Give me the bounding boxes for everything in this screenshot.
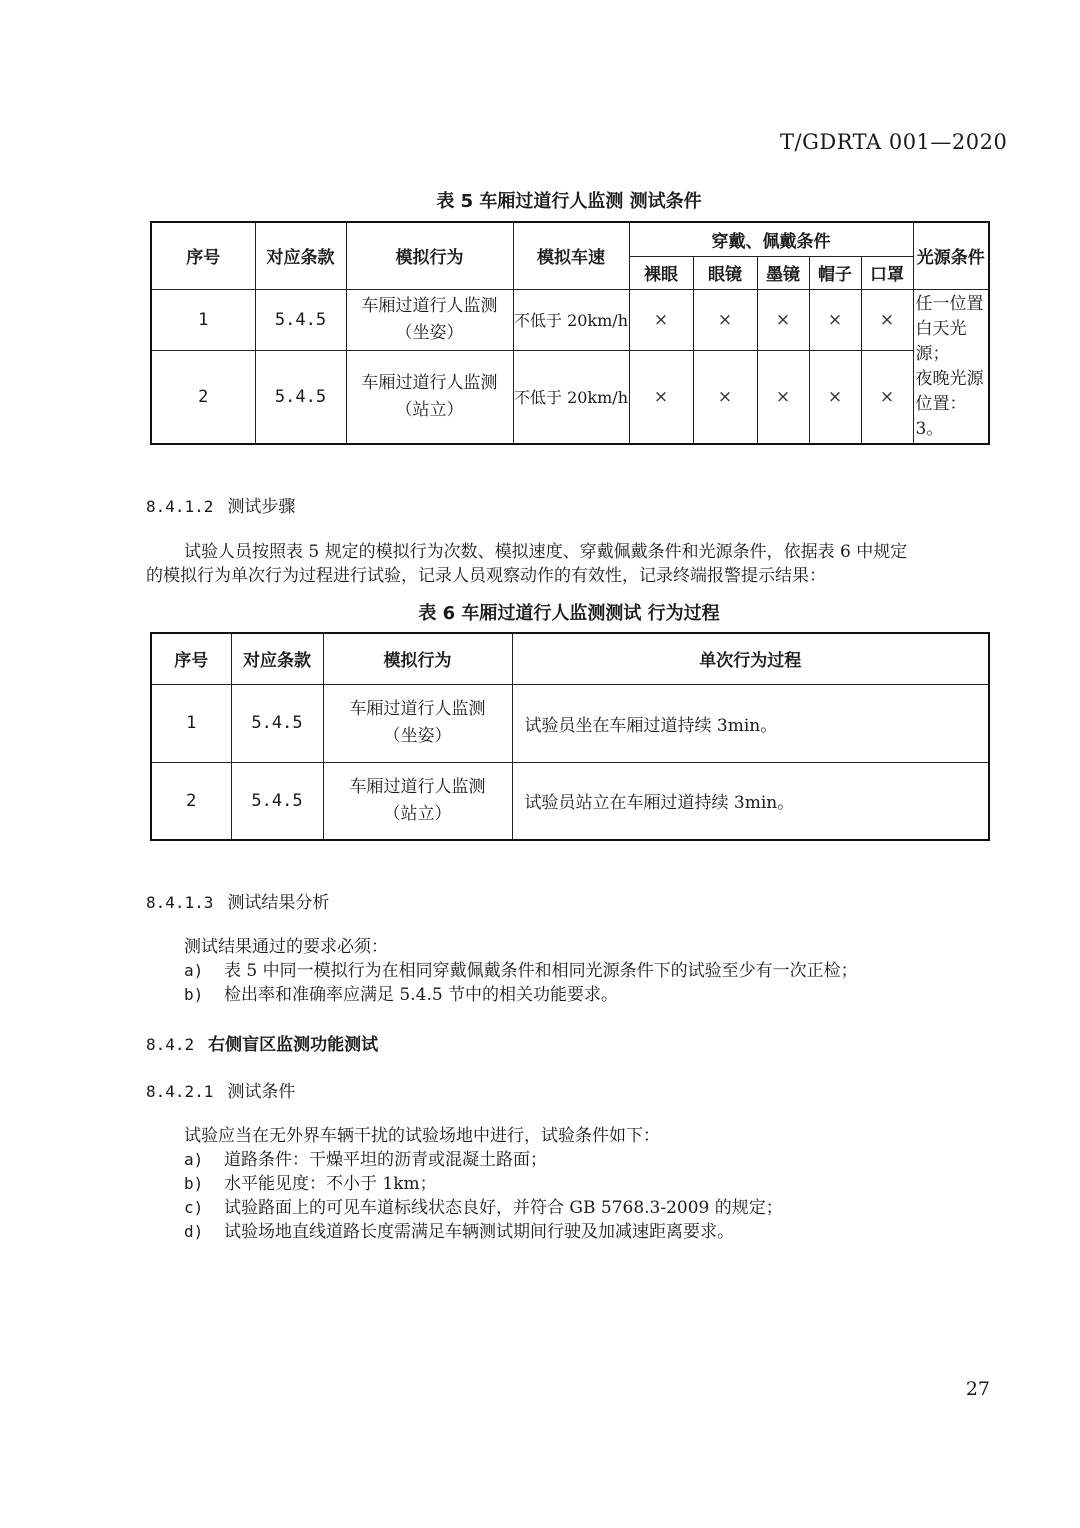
table5-cell-behavior: [346, 350, 513, 444]
list-item: [184, 1148, 547, 1172]
table5-header-seq: 序号: [151, 222, 255, 289]
table6-caption: 表 6 车厢过道行人监测测试 行为过程: [418, 603, 720, 624]
list-text: 试验场地直线道路长度需满足车辆测试期间行驶及加减速距离要求。: [224, 1222, 734, 1242]
table-row: [151, 350, 989, 444]
section-8412-heading: [146, 492, 295, 517]
table5-header-behavior: 模拟行为: [346, 222, 513, 289]
behavior-qualifier: （站立）: [395, 399, 464, 420]
table5-header-wear-group: 穿戴、佩戴条件: [629, 222, 913, 256]
section-title: 测试结果分析: [227, 893, 330, 913]
table6-cell-process: 试验员坐在车厢过道持续 3min。: [512, 684, 989, 762]
cross-mark: ×: [861, 350, 913, 444]
table5-cell-speed: 不低于 20km/h: [513, 350, 629, 444]
table5-header-wear-hat: 帽子: [809, 256, 861, 289]
cross-mark: ×: [809, 289, 861, 350]
cross-mark: ×: [693, 289, 757, 350]
table6-cell-clause: 5.4.5: [231, 684, 323, 762]
behavior-line: 车厢过道行人监测: [361, 372, 498, 393]
table6-header-process: 单次行为过程: [512, 633, 989, 684]
light-line: 3。: [915, 418, 944, 439]
list-marker: a): [184, 1150, 204, 1169]
section-8421-intro: 试验应当在无外界车辆干扰的试验场地中进行，试验条件如下：: [184, 1126, 660, 1146]
table5-cell-clause: 5.4.5: [255, 350, 346, 444]
behavior-qualifier: （站立）: [383, 803, 452, 824]
list-text: 试验路面上的可见车道标线状态良好，并符合 GB 5768.3-2009 的规定；: [224, 1198, 783, 1218]
table5-cell-seq: 2: [151, 350, 255, 444]
table-row: [151, 684, 989, 762]
table5-header-wear-mask: 口罩: [861, 256, 913, 289]
section-842-heading: [146, 1030, 378, 1055]
cross-mark: ×: [809, 350, 861, 444]
table5-cell-speed: 不低于 20km/h: [513, 289, 629, 350]
table6-cell-seq: 2: [151, 762, 231, 840]
list-marker: a): [184, 961, 204, 980]
table5-cell-light-condition: [913, 289, 989, 444]
light-line: 源；: [915, 343, 950, 364]
section-number: 8.4.2: [146, 1035, 195, 1054]
table6-cell-behavior: [323, 684, 512, 762]
cross-mark: ×: [757, 350, 809, 444]
table5-header-clause: 对应条款: [255, 222, 346, 289]
list-marker: d): [184, 1222, 204, 1241]
cross-mark: ×: [693, 350, 757, 444]
list-item: [184, 1196, 783, 1220]
light-line: 白天光: [915, 318, 967, 339]
list-item: [184, 959, 858, 983]
list-item: [184, 1220, 734, 1244]
behavior-qualifier: （坐姿）: [383, 726, 452, 746]
behavior-qualifier: （坐姿）: [395, 322, 464, 343]
list-text: 道路条件：干燥平坦的沥青或混凝土路面；: [224, 1150, 547, 1170]
cross-mark: ×: [629, 289, 693, 350]
behavior-line: 车厢过道行人监测: [349, 776, 486, 797]
table6-header-clause: 对应条款: [231, 633, 323, 684]
section-8412-para-line1: 试验人员按照表 5 规定的模拟行为次数、模拟速度、穿戴佩戴条件和光源条件，依据表 6 中规定: [184, 542, 908, 562]
table5-header-light: 光源条件: [913, 222, 989, 289]
table6-header-seq: 序号: [151, 633, 231, 684]
list-text: 检出率和准确率应满足 5.4.5 节中的相关功能要求。: [224, 985, 619, 1005]
section-title: 测试步骤: [227, 497, 296, 517]
section-number: 8.4.2.1: [146, 1082, 214, 1101]
section-8421-heading: [146, 1077, 295, 1102]
standard-code: T/GDRTA 001—2020: [780, 130, 1008, 154]
light-line: 夜晚光源: [915, 368, 984, 389]
table6-cell-process: 试验员站立在车厢过道持续 3min。: [512, 762, 989, 840]
table6-cell-clause: 5.4.5: [231, 762, 323, 840]
page-number: 27: [965, 1378, 990, 1400]
list-text: 水平能见度：不小于 1km；: [224, 1174, 437, 1194]
table5-caption: 表 5 车厢过道行人监测 测试条件: [436, 191, 702, 212]
table6: [150, 632, 990, 841]
table5-header-speed: 模拟车速: [513, 222, 629, 289]
table6-header-behavior: 模拟行为: [323, 633, 512, 684]
list-marker: b): [184, 985, 204, 1004]
section-8413-intro: 测试结果通过的要求必须：: [184, 937, 388, 957]
table5-cell-behavior: [346, 289, 513, 350]
list-item: [184, 1172, 437, 1196]
section-title: 右侧盲区监测功能测试: [208, 1035, 379, 1055]
table5-header-wear-bare-eye: 裸眼: [629, 256, 693, 289]
table6-cell-behavior: [323, 762, 512, 840]
table-row: [151, 762, 989, 840]
list-text: 表 5 中同一模拟行为在相同穿戴佩戴条件和相同光源条件下的试验至少有一次正检；: [224, 961, 858, 981]
list-marker: c): [184, 1198, 204, 1217]
section-title: 测试条件: [227, 1082, 296, 1102]
section-number: 8.4.1.2: [146, 497, 214, 516]
table5-header-wear-glasses: 眼镜: [693, 256, 757, 289]
section-8413-heading: [146, 888, 329, 913]
table-row: [151, 289, 989, 350]
light-line: 任一位置: [915, 293, 984, 314]
table5: [150, 221, 990, 445]
section-8412-para-line2: 的模拟行为单次行为过程进行试验，记录人员观察动作的有效性，记录终端报警提示结果：: [146, 566, 826, 586]
table5-cell-clause: 5.4.5: [255, 289, 346, 350]
light-line: 位置：: [915, 393, 967, 414]
cross-mark: ×: [629, 350, 693, 444]
table5-header-wear-sunglasses: 墨镜: [757, 256, 809, 289]
list-item: [184, 983, 618, 1007]
behavior-line: 车厢过道行人监测: [349, 699, 486, 719]
table5-cell-seq: 1: [151, 289, 255, 350]
table6-cell-seq: 1: [151, 684, 231, 762]
list-marker: b): [184, 1174, 204, 1193]
section-number: 8.4.1.3: [146, 893, 214, 912]
behavior-line: 车厢过道行人监测: [361, 295, 498, 316]
cross-mark: ×: [861, 289, 913, 350]
cross-mark: ×: [757, 289, 809, 350]
